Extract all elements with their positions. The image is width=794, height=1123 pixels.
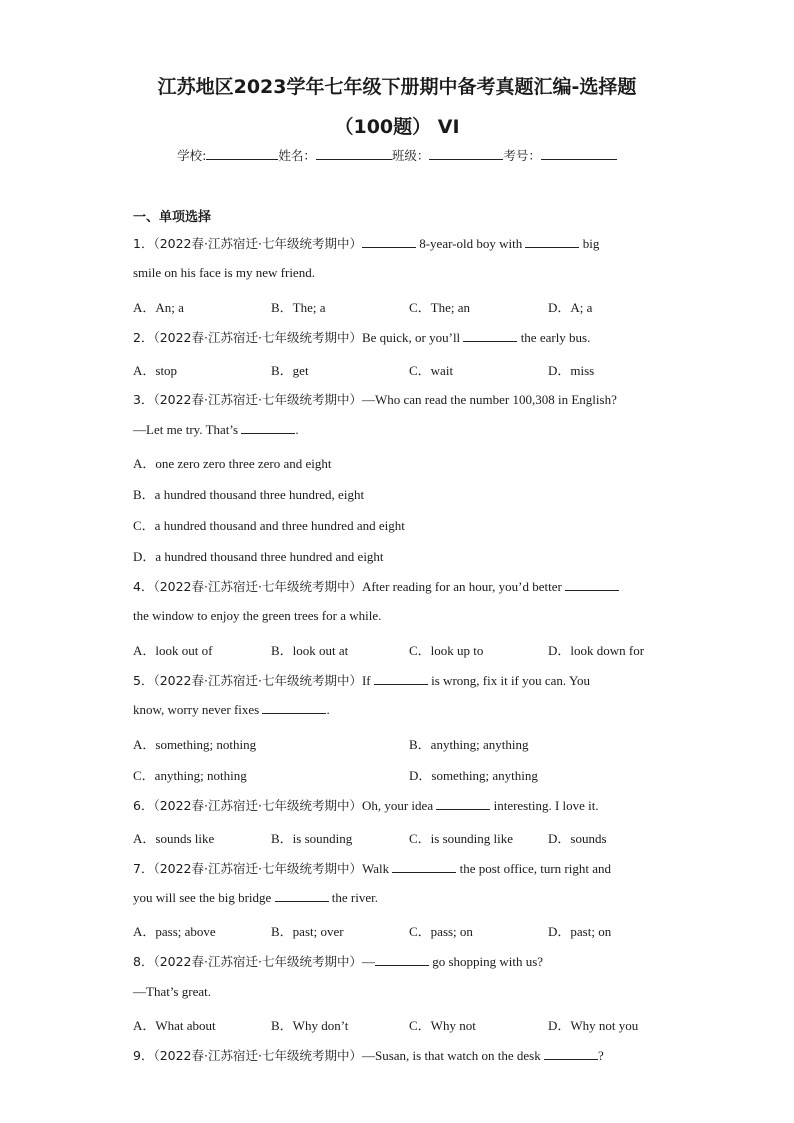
- question-1-option-a[interactable]: A．An; a: [133, 300, 184, 315]
- question-text: know, worry never fixes: [133, 702, 263, 717]
- exam-number-label: 考号：: [503, 148, 541, 163]
- question-6-option-d[interactable]: D．sounds: [548, 831, 607, 846]
- question-8-stem-cont: —That’s great.: [133, 984, 211, 999]
- name-label: 姓名：: [278, 148, 316, 163]
- question-3-option-b[interactable]: B．a hundred thousand three hundred, eight: [133, 487, 365, 502]
- answer-blank[interactable]: [463, 330, 517, 342]
- question-1-stem-cont: smile on his face is my new friend.: [133, 265, 315, 280]
- question-text: 8-year-old boy with: [415, 236, 526, 251]
- question-text: —Let me try. That’s: [133, 422, 242, 437]
- question-2-option-b[interactable]: B．get: [271, 363, 309, 378]
- document-title-line1: 江苏地区2023学年七年级下册期中备考真题汇编-选择题: [157, 76, 637, 98]
- answer-blank[interactable]: [262, 702, 326, 714]
- question-8-option-d[interactable]: D．Why not you: [548, 1018, 639, 1033]
- question-source: （2022春·江苏宿迁·七年级统考期中）: [153, 236, 362, 251]
- question-text: Be quick, or you’ll: [361, 330, 464, 345]
- question-5-option-b[interactable]: B．anything; anything: [409, 737, 529, 752]
- question-5-option-a[interactable]: A．something; nothing: [133, 737, 257, 752]
- question-2-stem: [133, 328, 590, 346]
- question-number: 1．: [133, 236, 154, 251]
- question-4-option-b[interactable]: B．look out at: [271, 643, 349, 658]
- question-1-stem: [133, 234, 599, 252]
- question-text: —Who can read the number 100,308 in English?: [361, 392, 617, 407]
- question-5-option-d[interactable]: D．something; anything: [409, 768, 538, 783]
- question-3-stem: [133, 390, 617, 408]
- document-title-line2: （100题） VI: [334, 116, 460, 138]
- question-7-stem-cont: [133, 890, 378, 906]
- question-8-option-c[interactable]: C．Why not: [409, 1018, 476, 1033]
- answer-blank[interactable]: [375, 954, 429, 966]
- answer-blank[interactable]: [565, 579, 619, 591]
- question-source: （2022春·江苏宿迁·七年级统考期中）: [153, 861, 362, 876]
- question-8-option-b[interactable]: B．Why don’t: [271, 1018, 349, 1033]
- question-text: go shopping with us?: [428, 954, 544, 969]
- question-2-option-a[interactable]: A．stop: [133, 363, 178, 378]
- question-5-stem-cont: [133, 702, 330, 718]
- question-7-option-b[interactable]: B．past; over: [271, 924, 344, 939]
- name-blank[interactable]: [316, 147, 392, 160]
- answer-blank[interactable]: [362, 236, 416, 248]
- question-1-option-b[interactable]: B．The; a: [271, 300, 326, 315]
- question-text: If: [361, 673, 374, 688]
- question-text: the post office, turn right and: [456, 861, 611, 876]
- question-3-option-a[interactable]: A．one zero zero three zero and eight: [133, 456, 332, 471]
- question-6-option-a[interactable]: A．sounds like: [133, 831, 215, 846]
- question-7-option-a[interactable]: A．pass; above: [133, 924, 216, 939]
- question-text: you will see the big bridge: [133, 890, 275, 905]
- question-text: Oh, your idea: [361, 798, 437, 813]
- question-7-stem: [133, 859, 611, 877]
- question-text: ?: [597, 1048, 604, 1063]
- question-4-option-c[interactable]: C．look up to: [409, 643, 484, 658]
- question-text: the river.: [328, 890, 378, 905]
- question-3-option-c[interactable]: C．a hundred thousand and three hundred and eight: [133, 518, 405, 533]
- question-text: interesting. I love it.: [490, 798, 599, 813]
- answer-blank[interactable]: [544, 1048, 598, 1060]
- question-number: 2．: [133, 330, 154, 345]
- question-source: （2022春·江苏宿迁·七年级统考期中）: [153, 330, 362, 345]
- question-source: （2022春·江苏宿迁·七年级统考期中）: [153, 954, 362, 969]
- answer-blank[interactable]: [241, 422, 295, 434]
- question-5-option-c[interactable]: C．anything; nothing: [133, 768, 247, 783]
- school-blank[interactable]: [206, 147, 278, 160]
- class-label: 班级：: [391, 148, 430, 163]
- question-5-stem: [133, 671, 590, 689]
- question-6-stem: [133, 796, 599, 814]
- question-source: （2022春·江苏宿迁·七年级统考期中）: [153, 392, 362, 407]
- question-7-option-c[interactable]: C．pass; on: [409, 924, 473, 939]
- question-text: After reading for an hour, you’d better: [361, 579, 566, 594]
- question-8-stem: [133, 952, 543, 970]
- question-number: 4．: [133, 579, 154, 594]
- question-4-stem-cont: the window to enjoy the green trees for a while.: [133, 608, 382, 623]
- question-source: （2022春·江苏宿迁·七年级统考期中）: [153, 673, 362, 688]
- question-text: big: [579, 236, 600, 251]
- section-heading: 一、单项选择: [133, 210, 212, 225]
- question-8-option-a[interactable]: A．What about: [133, 1018, 216, 1033]
- question-1-option-c[interactable]: C．The; an: [409, 300, 471, 315]
- question-9-stem: [133, 1046, 604, 1064]
- question-6-option-b[interactable]: B．is sounding: [271, 831, 353, 846]
- student-info-line: [0, 146, 794, 164]
- answer-blank[interactable]: [275, 890, 329, 902]
- question-3-stem-cont: [133, 422, 299, 438]
- question-number: 6．: [133, 798, 154, 813]
- question-source: （2022春·江苏宿迁·七年级统考期中）: [153, 798, 362, 813]
- school-label: 学校:: [177, 148, 207, 163]
- question-1-option-d[interactable]: D．A; a: [548, 300, 593, 315]
- question-text: .: [295, 422, 299, 437]
- question-number: 5．: [133, 673, 154, 688]
- question-source: （2022春·江苏宿迁·七年级统考期中）: [153, 1048, 362, 1063]
- question-4-stem: [133, 577, 619, 595]
- question-text: is wrong, fix it if you can. You: [427, 673, 591, 688]
- question-4-option-a[interactable]: A．look out of: [133, 643, 213, 658]
- question-number: 7．: [133, 861, 154, 876]
- question-2-option-c[interactable]: C．wait: [409, 363, 454, 378]
- question-text: Walk: [361, 861, 393, 876]
- question-number: 8．: [133, 954, 154, 969]
- question-text: —: [361, 954, 375, 969]
- question-text: .: [326, 702, 330, 717]
- question-number: 9．: [133, 1048, 154, 1063]
- question-4-option-d[interactable]: D．look down for: [548, 643, 645, 658]
- answer-blank[interactable]: [374, 673, 428, 685]
- answer-blank[interactable]: [436, 798, 490, 810]
- class-blank[interactable]: [429, 147, 503, 160]
- answer-blank[interactable]: [525, 236, 579, 248]
- question-7-option-d[interactable]: D．past; on: [548, 924, 612, 939]
- question-3-option-d[interactable]: D．a hundred thousand three hundred and eight: [133, 549, 384, 564]
- question-2-option-d[interactable]: D．miss: [548, 363, 595, 378]
- question-6-option-c[interactable]: C．is sounding like: [409, 831, 514, 846]
- question-source: （2022春·江苏宿迁·七年级统考期中）: [153, 579, 362, 594]
- question-text: —Susan, is that watch on the desk: [361, 1048, 544, 1063]
- question-text: the early bus.: [517, 330, 591, 345]
- question-number: 3．: [133, 392, 154, 407]
- answer-blank[interactable]: [392, 861, 456, 873]
- exam-number-blank[interactable]: [541, 147, 617, 160]
